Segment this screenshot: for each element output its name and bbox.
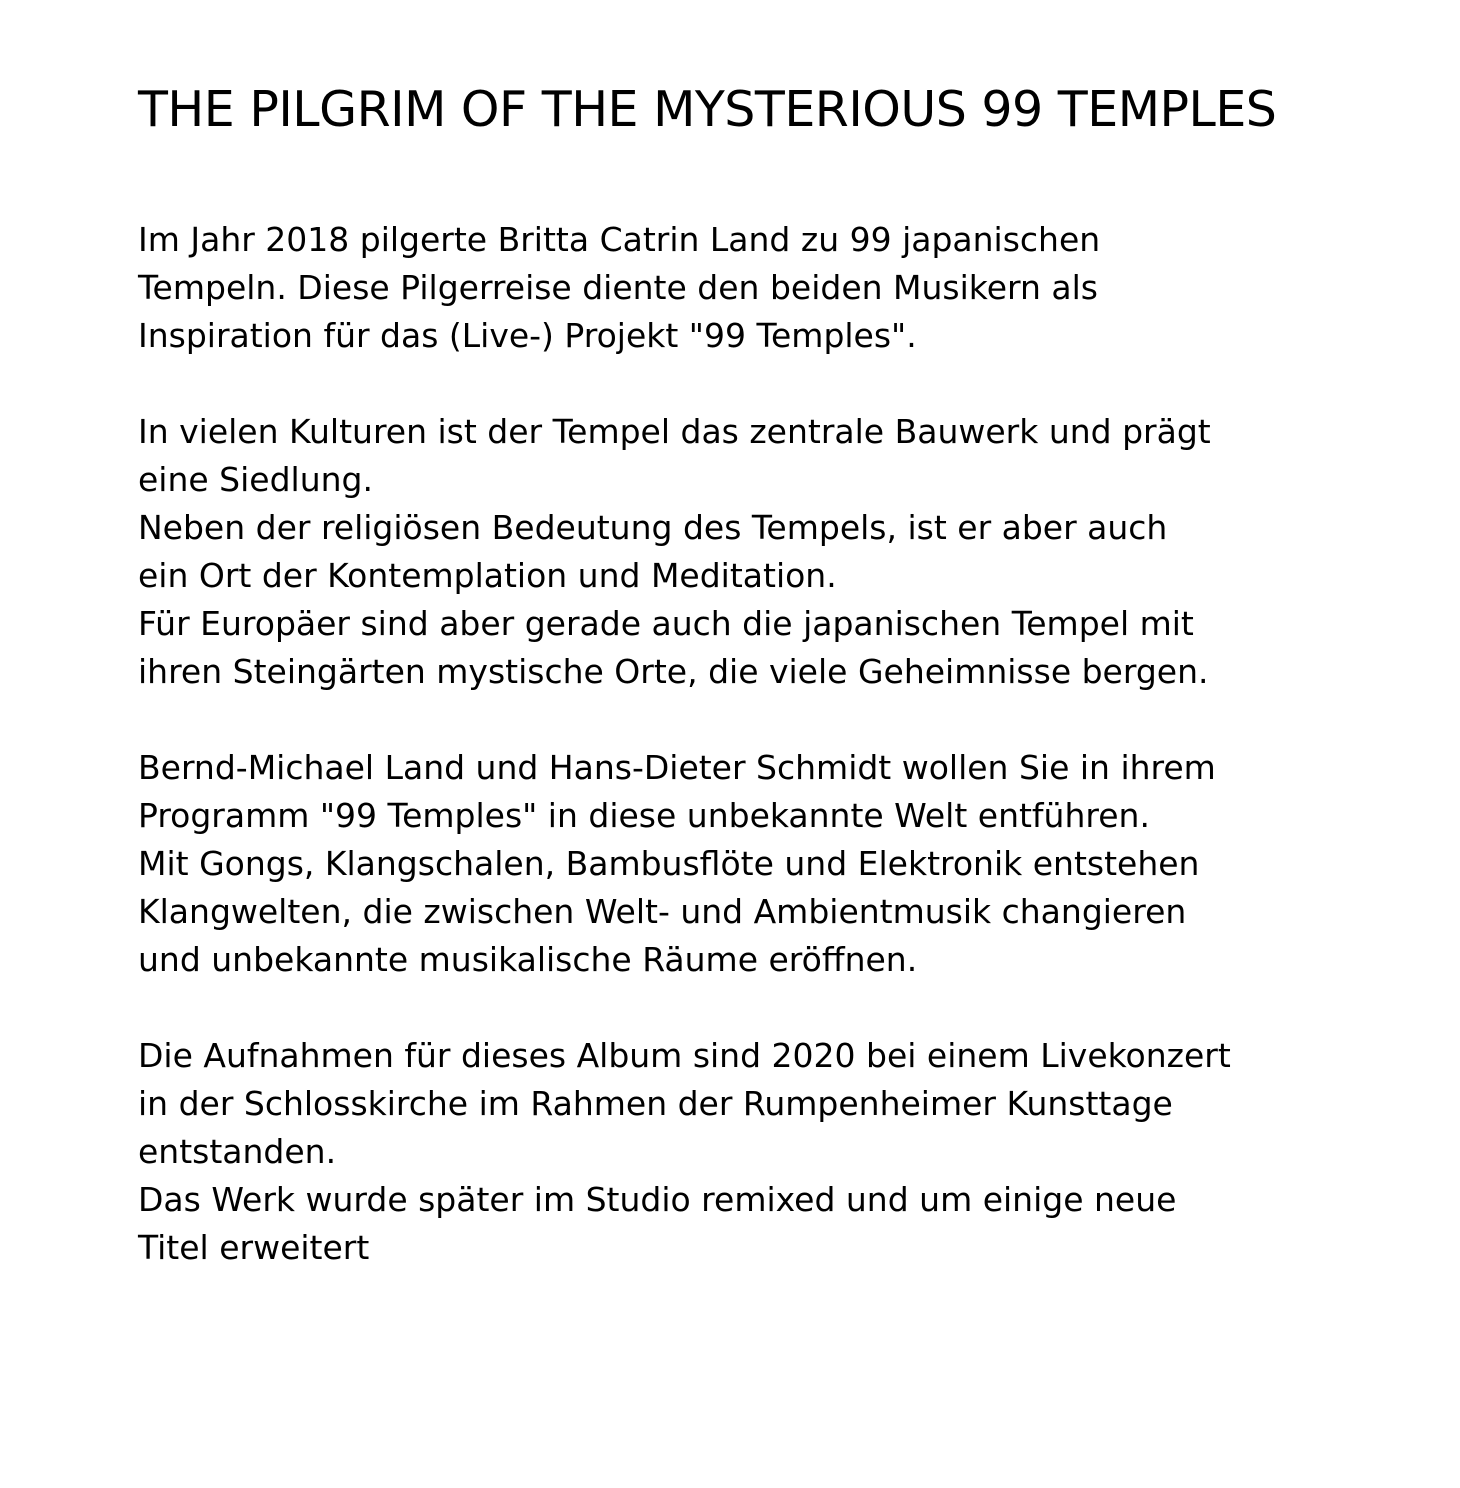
- text-line: Tempeln. Diese Pilgerreise diente den beiden Musikern als: [138, 268, 1098, 307]
- text-line: Bernd-Michael Land und Hans-Dieter Schmidt wollen Sie in ihrem: [138, 748, 1216, 787]
- paragraph-gap: [138, 696, 1378, 744]
- text-line: entstanden.: [138, 1132, 337, 1171]
- text-line: Das Werk wurde später im Studio remixed und um einige neue: [138, 1180, 1177, 1219]
- text-line: Neben der religiösen Bedeutung des Tempels, ist er aber auch: [138, 508, 1168, 547]
- paragraph-3: [138, 744, 1378, 984]
- text-line: Titel erweitert: [138, 1228, 370, 1267]
- text-line: Die Aufnahmen für dieses Album sind 2020 bei einem Livekonzert: [138, 1036, 1231, 1075]
- paragraph-2: [138, 408, 1378, 696]
- paragraph-gap: [138, 984, 1378, 1032]
- paragraph-4: [138, 1032, 1378, 1272]
- paragraph-1: [138, 216, 1378, 360]
- text-line: ihren Steingärten mystische Orte, die viele Geheimnisse bergen.: [138, 652, 1209, 691]
- text-line: in der Schlosskirche im Rahmen der Rumpenheimer Kunsttage: [138, 1084, 1173, 1123]
- text-line: Programm "99 Temples" in diese unbekannte Welt entführen.: [138, 796, 1150, 835]
- paragraph-gap: [138, 360, 1378, 408]
- document-body: [138, 216, 1378, 1272]
- text-line: Für Europäer sind aber gerade auch die japanischen Tempel mit: [138, 604, 1194, 643]
- text-line: Inspiration für das (Live-) Projekt "99 Temples".: [138, 316, 917, 355]
- text-line: eine Siedlung.: [138, 460, 373, 499]
- document-title: THE PILGRIM OF THE MYSTERIOUS 99 TEMPLES: [138, 81, 1277, 138]
- text-line: Klangwelten, die zwischen Welt- und Ambientmusik changieren: [138, 892, 1187, 931]
- text-line: und unbekannte musikalische Räume eröffnen.: [138, 940, 918, 979]
- text-line: Im Jahr 2018 pilgerte Britta Catrin Land zu 99 japanischen: [138, 220, 1101, 259]
- text-line: Mit Gongs, Klangschalen, Bambusflöte und Elektronik entstehen: [138, 844, 1200, 883]
- text-line: In vielen Kulturen ist der Tempel das zentrale Bauwerk und prägt: [138, 412, 1211, 451]
- text-line: ein Ort der Kontemplation und Meditation.: [138, 556, 837, 595]
